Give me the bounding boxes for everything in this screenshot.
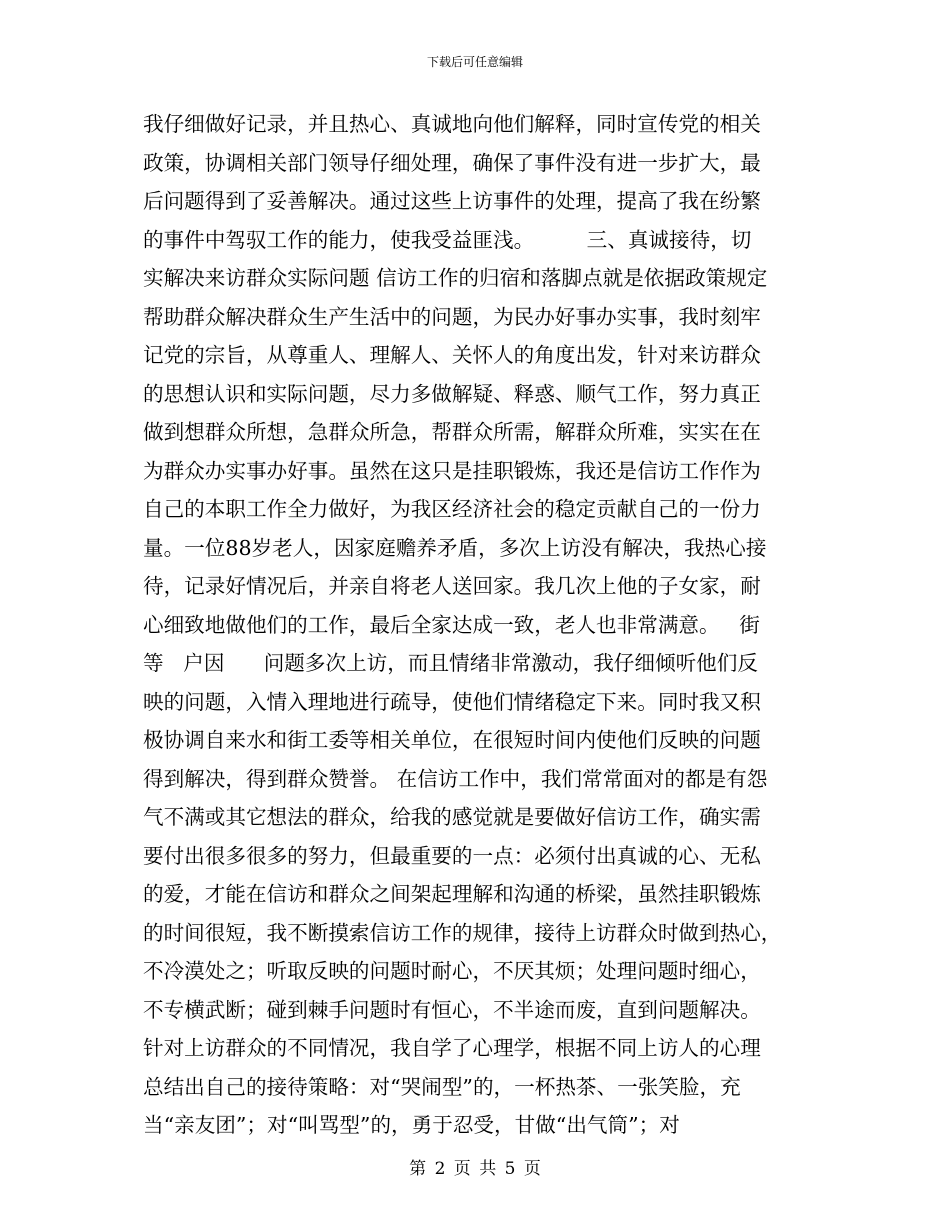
text-line: 待，记录好情况后，并亲自将老人送回家。我几次上他的子女家，耐: [143, 574, 761, 598]
text-line: 心细致地做他们的工作，最后全家达成一致，老人也非常满意。 街: [143, 612, 760, 637]
text-line: 得到解决，得到群众赞誉。 在信访工作中，我们常常面对的都是有怨: [143, 766, 768, 791]
text-line: 气不满或其它想法的群众，给我的感觉就是要做好信访工作，确实需: [143, 805, 761, 829]
text-line: 自己的本职工作全力做好，为我区经济社会的稳定贡献自己的一份力: [143, 497, 761, 521]
text-line: 的爱，才能在信访和群众之间架起理解和沟通的桥梁，虽然挂职锻炼: [143, 882, 761, 906]
text-line: 当“亲友团”；对“叫骂型”的，勇于忍受，甘做“出气筒”；对: [143, 1113, 680, 1137]
page-number-footer: 第 2 页 共 5 页: [409, 1159, 541, 1179]
text-line: 的思想认识和实际问题，尽力多做解疑、释惑、顺气工作，努力真正: [143, 381, 761, 406]
text-line: 不专横武断；碰到棘手问题时有恒心，不半途而废，直到问题解决。: [143, 997, 761, 1022]
text-line: 针对上访群众的不同情况，我自学了心理学，根据不同上访人的心理: [143, 1036, 761, 1060]
text-line: 映的问题，入情入理地进行疏导，使他们情绪稳定下来。同时我又积: [143, 689, 761, 714]
text-line: 为群众办实事办好事。虽然在这只是挂职锻炼，我还是信访工作作为: [143, 458, 761, 483]
body-text: [143, 105, 808, 1145]
text-line: 的事件中驾驭工作的能力，使我受益匪浅。 三、真诚接待，切: [143, 227, 752, 252]
text-line: 等 户因 问题多次上访，而且情绪非常激动，我仔细倾听他们反: [143, 651, 758, 675]
text-line: 政策，协调相关部门领导仔细处理，确保了事件没有进一步扩大，最: [143, 150, 761, 175]
text-line: 后问题得到了妥善解决。通过这些上访事件的处理，提高了我在纷繁: [143, 189, 761, 213]
text-line: 做到想群众所想，急群众所急，帮群众所需，解群众所难，实实在在: [143, 420, 761, 444]
text-line: 帮助群众解决群众生产生活中的问题，为民办好事办实事，我时刻牢: [143, 304, 761, 329]
text-line: 极协调自来水和街工委等相关单位，在很短时间内使他们反映的问题: [143, 728, 761, 752]
text-line: 不冷漠处之；听取反映的问题时耐心，不厌其烦；处理问题时细心，: [143, 959, 761, 983]
text-line: 我仔细做好记录，并且热心、真诚地向他们解释，同时宣传党的相关: [143, 112, 761, 136]
text-line: 要付出很多很多的努力，但最重要的一点：必须付出真诚的心、无私: [143, 843, 761, 868]
page-header: 下载后可任意编辑: [426, 55, 523, 69]
text-line: 量。一位88岁老人，因家庭赡养矛盾，多次上访没有解决，我热心接: [143, 535, 767, 560]
text-line: 记党的宗旨，从尊重人、理解人、关怀人的角度出发，针对来访群众: [143, 343, 761, 367]
text-line: 总结出自己的接待策略：对“哭闹型”的，一杯热茶、一张笑脸，充: [143, 1074, 741, 1099]
text-line: 的时间很短，我不断摸索信访工作的规律，接待上访群众时做到热心，: [143, 920, 782, 945]
text-line: 实解决来访群众实际问题 信访工作的归宿和落脚点就是依据政策规定: [143, 266, 768, 290]
